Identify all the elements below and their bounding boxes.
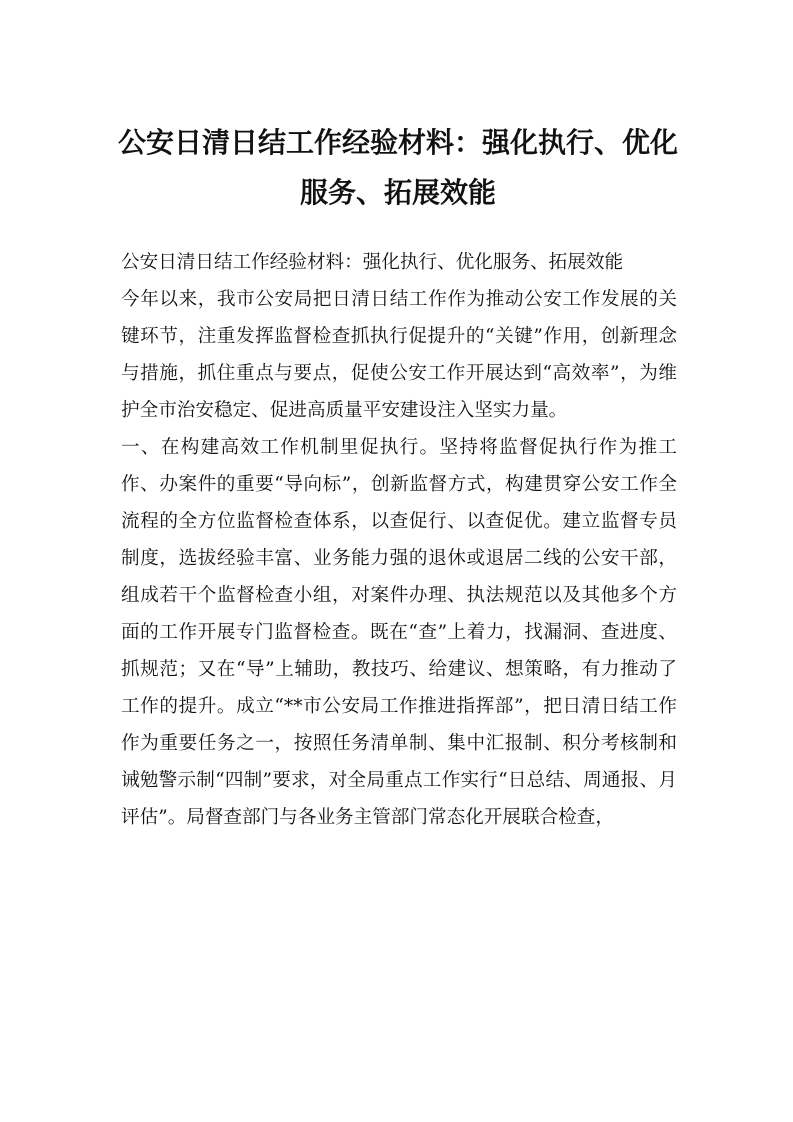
paragraph-subtitle: 公安日清日结工作经验材料：强化执行、优化服务、拓展效能 — [121, 252, 624, 273]
paragraph-section-one: 一、在构建高效工作机制里促执行。坚持将监督促执行作为推工作、办案件的重要“导向标”，创新监督方式，构建贯穿公安工作全流程的全方位监督检查体系，以查促行、以查促优。建立监督专员制度，选拔经验丰富、业务能力强的退休或退居二线的公安干部，组成若干个监督检查小组，对案件办理、执法规范以及其他多个方面的工作开展专门监督检查。既在“查”上着力，找漏洞、查进度、抓规范；又在“导”上辅助，教技巧、给建议、想策略，有力推动了工作的提升。成立“**市公安局工作推进指挥部”，把日清日结工作作为重要任务之一，按照任务清单制、集中汇报制、积分考核制和诫勉警示制“四制”要求，对全局重点工作实行“日总结、周通报、月评估”。局督查部门与各业务主管部门常态化开展联合检查， — [121, 437, 677, 828]
document-title: 公安日清日结工作经验材料：强化执行、优化服务、拓展效能 — [118, 126, 679, 209]
paragraph-intro: 今年以来，我市公安局把日清日结工作作为推动公安工作发展的关键环节，注重发挥监督检查抓执行促提升的“关键”作用，创新理念与措施，抓住重点与要点，促使公安工作开展达到“高效率”，为维护全市治安稳定、促进高质量平安建设注入坚实力量。 — [121, 289, 677, 421]
document-body — [121, 244, 677, 836]
